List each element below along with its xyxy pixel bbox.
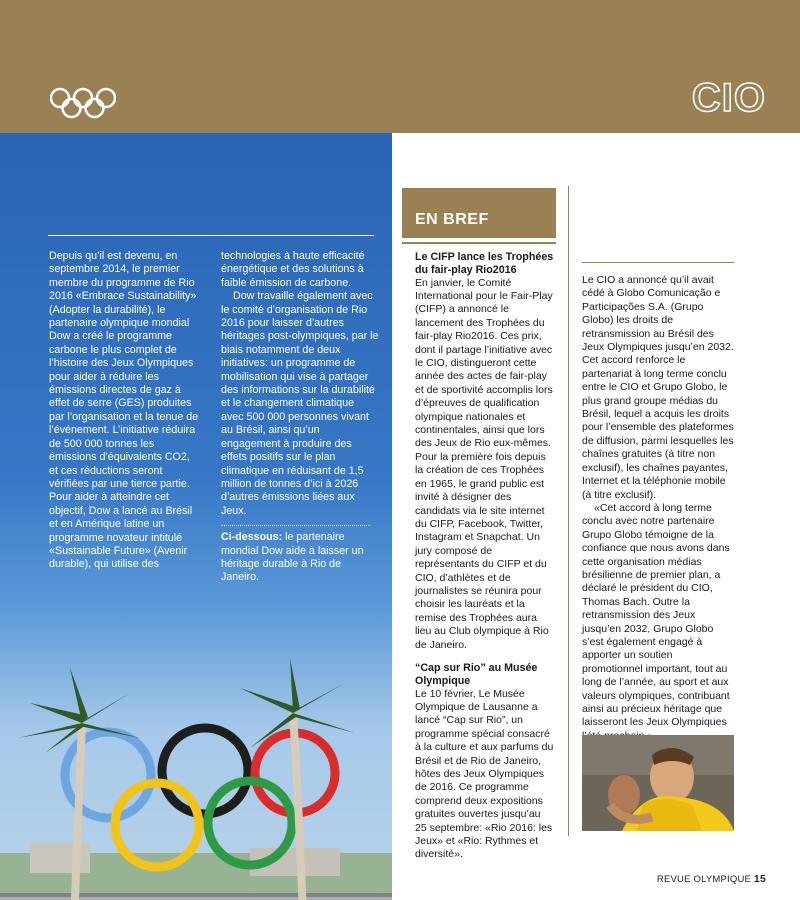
right-article-column: [582, 274, 734, 797]
brief-1-text: En janvier, le Comité International pour le Fair-Play (CIFP) a annoncé le lancement des Trophées du fair-play Rio2016. Ces prix, dont il partage l’initiative avec le CIO, distingueront cette année des actes de fair-play et de sportivité accomplis lors d’épreuves de qualification olympique nationales et continentales, ainsi que lors des Jeux de Rio eux-mêmes. Pour la première fois depuis la création de ces Trophées en 1965, le grand public est invité à désigner des candidats via le site internet du CIFP, Facebook, Twitter, Instagram et Snapchat. Un jury composé de représentants du CIFP et du CIO, d’athlètes et de journalistes se réunira pour choisir les lauréats et la remise des Trophées aura lieu au Club olympique à Rio de Janeiro.: [415, 276, 553, 651]
en-bref-column: [415, 251, 555, 862]
left-caption-label: Ci-dessous:: [221, 531, 283, 544]
en-bref-rule: [402, 242, 556, 244]
section-label: CIO: [691, 76, 766, 120]
right-article-text-1: Le CIO a annoncé qu’il avait cédé à Globo Comunicação e Participações S.A. (Grupo Globo) les droits de retransmission au Brésil des Jeux Olympiques jusqu’en 2032. Cet accord renforce le partenariat à long terme conclu entre le CIO et Grupo Globo, le plus grand groupe médias du Brésil, lequel a acquis les droits pour l’ensemble des plateformes de diffusion, parmi lesquelles les chaînes gratuites (à titre non exclusif), les chaînes payantes, Internet et la téléphonie mobile (à titre exclusif).: [582, 274, 734, 501]
olympic-rings-icon: [50, 86, 116, 120]
page-number: 15: [753, 873, 766, 885]
brief-2-text: Le 10 février, Le Musée Olympique de Lausanne a lancé “Cap sur Rio”, un programme spécial consacré à la culture et aux parfums du Brésil et de Rio de Janeiro, hôtes des Jeux Olympiques de 2016. Ce programme comprend deux expositions gratuites ouvertes jusqu’au 25 septembre: «Rio 2016: les Jeux» et «Rio: Rythmes et diversité».: [415, 687, 554, 861]
left-article-text-2: technologies à haute efficacité énergétique et des solutions à faible émission de carbone.: [221, 250, 365, 289]
en-bref-title: EN BREF: [415, 211, 489, 228]
left-caption: [221, 531, 379, 585]
left-article-column-2: [221, 250, 379, 585]
right-article-text-2: «Cet accord à long terme conclu avec notre partenaire Grupo Globo témoigne de la confiance que nous avons dans cette organisation médias brésilienne de premier plan, a déclaré le président du CIO, Thomas Bach. Outre la retransmission des Jeux jusqu’en 2032, Grupo Globo s’est également engagé à apporter un soutien promotionnel important, tout au long de l’année, au sport et aux valeurs olympiques, contribuant ainsi au précieux héritage que laisseront les Jeux Olympiques: [582, 501, 730, 729]
page-footer: [657, 873, 766, 885]
left-article-column-1: [49, 250, 199, 572]
column-divider: [568, 186, 569, 836]
publication-name: REVUE OLYMPIQUE: [656, 874, 752, 885]
left-article-text-3: Dow travaille également avec le comité d’organisation de Rio 2016 pour laisser d’autres héritages post-olympiques, par le biais notamment de deux initiatives: un programme de mobilisation qui vise à partager des informations sur la durabilité et le changement climatique avec 500 000 personnes vivant au Brésil, ainsi qu’un engagement à produire des effets positifs sur le plan climatique en réduisant de 1,5 million de tonnes d’ici à 2026 d’autres émissions liées aux Jeux.: [221, 290, 379, 517]
brief-1-title: Le CIFP lance les Trophées du fair-play Rio2016: [415, 251, 554, 276]
left-article-text-1: Depuis qu’il est devenu, en septembre 2014, le premier membre du programme de Rio 2016 «Embrace Sustainability» (Adopter la durabilité), le partenaire olympique mondial Dow a créé le programme carbone le plus complet de l’histoire des Jeux Olympiques pour aider à réduire les émissions directes de gaz à effet de serre (GES) produites par l’organisation et la tenue de l’événement. L’initiative réduira de 500 000 tonnes les émissions d’équivalents CO2, et ces réductions seront vérifiées par une tierce partie. Pour aider à atteindre cet objectif, Dow a lancé au Brésil et en Amérique latine un programme novateur intitulé «Sustainable Future» (Avenir durable), qui utilise des: [49, 250, 199, 571]
header-band: [0, 0, 800, 133]
stadium-photo: [0, 653, 392, 900]
brief-2-title: “Cap sur Rio” au Musée Olympique: [415, 661, 538, 687]
left-caption-text: le partenaire mondial Dow aide à laisser un héritage durable à Rio de Janeiro.: [221, 531, 364, 584]
gymnast-photo: [582, 735, 734, 831]
caption-divider: [221, 525, 371, 526]
left-article-rule: [48, 235, 374, 236]
right-article-rule: [582, 262, 734, 263]
